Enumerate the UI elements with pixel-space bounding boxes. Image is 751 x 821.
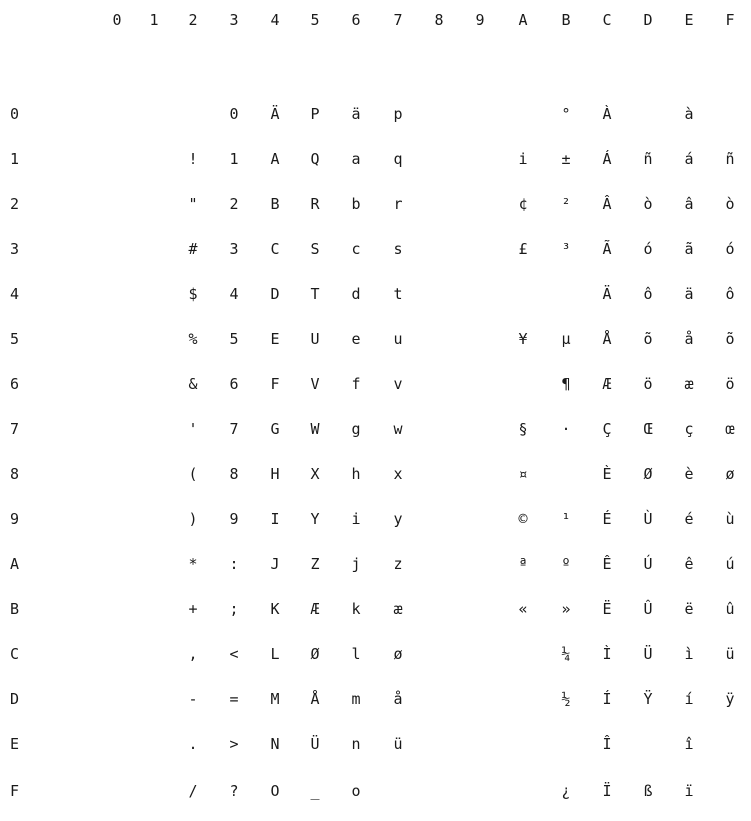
character-cell: © <box>518 510 528 528</box>
character-cell: ³ <box>561 240 571 258</box>
character-cell: ( <box>188 465 198 483</box>
character-cell: Ç <box>602 420 612 438</box>
character-cell: ì <box>684 645 694 663</box>
character-cell: R <box>310 195 320 213</box>
character-cell: ñ <box>643 150 653 168</box>
character-cell: O <box>270 782 280 800</box>
character-cell: ) <box>188 510 198 528</box>
character-cell: , <box>188 645 198 663</box>
character-cell: ñ <box>725 150 735 168</box>
character-cell: Î <box>602 735 612 753</box>
character-cell: 2 <box>229 195 239 213</box>
character-cell: Ä <box>270 105 280 123</box>
character-cell: h <box>351 465 361 483</box>
character-cell: g <box>351 420 361 438</box>
row-header: 8 <box>10 465 20 483</box>
character-cell: L <box>270 645 280 663</box>
character-cell: ß <box>643 782 653 800</box>
column-header: 8 <box>434 11 444 29</box>
character-cell: 6 <box>229 375 239 393</box>
character-cell: Ÿ <box>643 690 653 708</box>
column-header: F <box>725 11 735 29</box>
character-cell: . <box>188 735 198 753</box>
character-cell: > <box>229 735 239 753</box>
character-cell: á <box>684 150 694 168</box>
character-cell: " <box>188 195 198 213</box>
character-cell: î <box>684 735 694 753</box>
character-cell: Á <box>602 150 612 168</box>
row-header: B <box>10 600 20 618</box>
character-cell: # <box>188 240 198 258</box>
column-header: 5 <box>310 11 320 29</box>
character-cell: f <box>351 375 361 393</box>
character-cell: ò <box>725 195 735 213</box>
character-cell: Ù <box>643 510 653 528</box>
character-cell: 7 <box>229 420 239 438</box>
character-cell: æ <box>684 375 694 393</box>
column-header: 3 <box>229 11 239 29</box>
row-header: 7 <box>10 420 20 438</box>
column-header: E <box>684 11 694 29</box>
column-header: A <box>518 11 528 29</box>
column-header: C <box>602 11 612 29</box>
character-cell: µ <box>561 330 571 348</box>
row-header: D <box>10 690 20 708</box>
character-cell: e <box>351 330 361 348</box>
character-cell: Q <box>310 150 320 168</box>
character-cell: E <box>270 330 280 348</box>
character-cell: - <box>188 690 198 708</box>
character-cell: C <box>270 240 280 258</box>
character-cell: G <box>270 420 280 438</box>
character-cell: v <box>393 375 403 393</box>
character-cell: ø <box>393 645 403 663</box>
character-cell: 8 <box>229 465 239 483</box>
character-cell: ó <box>725 240 735 258</box>
character-cell: U <box>310 330 320 348</box>
character-cell: ù <box>725 510 735 528</box>
character-cell: w <box>393 420 403 438</box>
character-cell: Ê <box>602 555 612 573</box>
column-header: 9 <box>475 11 485 29</box>
character-cell: Ü <box>310 735 320 753</box>
character-cell: ² <box>561 195 571 213</box>
character-cell: ø <box>725 465 735 483</box>
character-cell: ' <box>188 420 198 438</box>
character-cell: : <box>229 555 239 573</box>
character-cell: * <box>188 555 198 573</box>
character-cell: ¤ <box>518 465 528 483</box>
character-cell: ö <box>643 375 653 393</box>
character-cell: æ <box>393 600 403 618</box>
character-cell: ã <box>684 240 694 258</box>
character-cell: r <box>393 195 403 213</box>
character-cell: « <box>518 600 528 618</box>
row-header: 9 <box>10 510 20 528</box>
character-cell: å <box>684 330 694 348</box>
character-cell: y <box>393 510 403 528</box>
character-cell: i <box>518 150 528 168</box>
character-cell: Ï <box>602 782 612 800</box>
character-cell: è <box>684 465 694 483</box>
character-cell: = <box>229 690 239 708</box>
character-cell: È <box>602 465 612 483</box>
character-cell: 4 <box>229 285 239 303</box>
character-cell: û <box>725 600 735 618</box>
character-cell: Ë <box>602 600 612 618</box>
character-cell: » <box>561 600 571 618</box>
character-cell: ¹ <box>561 510 571 528</box>
character-cell: ª <box>518 555 528 573</box>
character-cell: ú <box>725 555 735 573</box>
character-cell: n <box>351 735 361 753</box>
character-cell: M <box>270 690 280 708</box>
character-cell: Y <box>310 510 320 528</box>
character-cell: ? <box>229 782 239 800</box>
character-cell: $ <box>188 285 198 303</box>
character-cell: ï <box>684 782 694 800</box>
character-cell: £ <box>518 240 528 258</box>
column-header: 2 <box>188 11 198 29</box>
character-cell: 0 <box>229 105 239 123</box>
character-cell: Û <box>643 600 653 618</box>
character-cell: ¢ <box>518 195 528 213</box>
column-header: 6 <box>351 11 361 29</box>
character-cell: Ø <box>643 465 653 483</box>
character-cell: ò <box>643 195 653 213</box>
character-cell: 1 <box>229 150 239 168</box>
row-header: 3 <box>10 240 20 258</box>
character-cell: ä <box>684 285 694 303</box>
row-header: 5 <box>10 330 20 348</box>
character-cell: º <box>561 555 571 573</box>
character-cell: · <box>561 420 571 438</box>
character-cell: ä <box>351 105 361 123</box>
row-header: E <box>10 735 20 753</box>
character-cell: ë <box>684 600 694 618</box>
character-cell: a <box>351 150 361 168</box>
row-header: 2 <box>10 195 20 213</box>
character-cell: A <box>270 150 280 168</box>
character-cell: Å <box>602 330 612 348</box>
character-cell: 9 <box>229 510 239 528</box>
character-cell: i <box>351 510 361 528</box>
character-cell: Ü <box>643 645 653 663</box>
character-cell: k <box>351 600 361 618</box>
row-header: C <box>10 645 20 663</box>
character-cell: < <box>229 645 239 663</box>
character-cell: Z <box>310 555 320 573</box>
row-header: 6 <box>10 375 20 393</box>
column-header: 7 <box>393 11 403 29</box>
row-header: F <box>10 782 20 800</box>
character-cell: ¼ <box>561 645 571 663</box>
character-cell: ê <box>684 555 694 573</box>
character-cell: Â <box>602 195 612 213</box>
character-cell: _ <box>310 782 320 800</box>
character-cell: N <box>270 735 280 753</box>
character-cell: ô <box>725 285 735 303</box>
character-cell: é <box>684 510 694 528</box>
character-cell: ; <box>229 600 239 618</box>
character-cell: l <box>351 645 361 663</box>
character-cell: ° <box>561 105 571 123</box>
character-cell: b <box>351 195 361 213</box>
character-cell: X <box>310 465 320 483</box>
character-cell: Ø <box>310 645 320 663</box>
character-cell: B <box>270 195 280 213</box>
character-cell: § <box>518 420 528 438</box>
character-cell: + <box>188 600 198 618</box>
column-header: 0 <box>112 11 122 29</box>
character-cell: É <box>602 510 612 528</box>
character-cell: q <box>393 150 403 168</box>
character-cell: œ <box>725 420 735 438</box>
character-cell: ¶ <box>561 375 571 393</box>
character-cell: z <box>393 555 403 573</box>
character-cell: W <box>310 420 320 438</box>
character-cell: ¥ <box>518 330 528 348</box>
character-cell: V <box>310 375 320 393</box>
character-cell: D <box>270 285 280 303</box>
column-header: B <box>561 11 571 29</box>
character-cell: F <box>270 375 280 393</box>
character-cell: Æ <box>310 600 320 618</box>
character-cell: ! <box>188 150 198 168</box>
column-header: 4 <box>270 11 280 29</box>
character-cell: ÿ <box>725 690 735 708</box>
row-header: 0 <box>10 105 20 123</box>
character-cell: õ <box>643 330 653 348</box>
character-cell: m <box>351 690 361 708</box>
character-cell: ó <box>643 240 653 258</box>
character-cell: Í <box>602 690 612 708</box>
column-header: 1 <box>149 11 159 29</box>
character-cell: ± <box>561 150 571 168</box>
character-cell: Ä <box>602 285 612 303</box>
character-cell: t <box>393 285 403 303</box>
row-header: 1 <box>10 150 20 168</box>
character-cell: 5 <box>229 330 239 348</box>
character-cell: í <box>684 690 694 708</box>
character-cell: Œ <box>643 420 653 438</box>
character-cell: Ã <box>602 240 612 258</box>
character-cell: j <box>351 555 361 573</box>
row-header: 4 <box>10 285 20 303</box>
character-cell: ½ <box>561 690 571 708</box>
character-cell: % <box>188 330 198 348</box>
character-cell: o <box>351 782 361 800</box>
character-cell: ü <box>725 645 735 663</box>
character-cell: Æ <box>602 375 612 393</box>
character-cell: ¿ <box>561 782 571 800</box>
character-cell: K <box>270 600 280 618</box>
character-cell: à <box>684 105 694 123</box>
character-cell: ç <box>684 420 694 438</box>
character-cell: s <box>393 240 403 258</box>
character-cell: ü <box>393 735 403 753</box>
character-cell: À <box>602 105 612 123</box>
character-cell: å <box>393 690 403 708</box>
column-header: D <box>643 11 653 29</box>
character-cell: Ì <box>602 645 612 663</box>
character-cell: Å <box>310 690 320 708</box>
character-cell: â <box>684 195 694 213</box>
character-cell: õ <box>725 330 735 348</box>
character-cell: ö <box>725 375 735 393</box>
character-cell: S <box>310 240 320 258</box>
character-cell: T <box>310 285 320 303</box>
character-cell: p <box>393 105 403 123</box>
character-cell: c <box>351 240 361 258</box>
character-cell: 3 <box>229 240 239 258</box>
character-cell: & <box>188 375 198 393</box>
character-cell: I <box>270 510 280 528</box>
character-cell: ô <box>643 285 653 303</box>
character-cell: H <box>270 465 280 483</box>
character-cell: / <box>188 782 198 800</box>
character-cell: x <box>393 465 403 483</box>
character-cell: Ú <box>643 555 653 573</box>
character-cell: u <box>393 330 403 348</box>
row-header: A <box>10 555 20 573</box>
character-cell: P <box>310 105 320 123</box>
character-cell: J <box>270 555 280 573</box>
character-cell: d <box>351 285 361 303</box>
